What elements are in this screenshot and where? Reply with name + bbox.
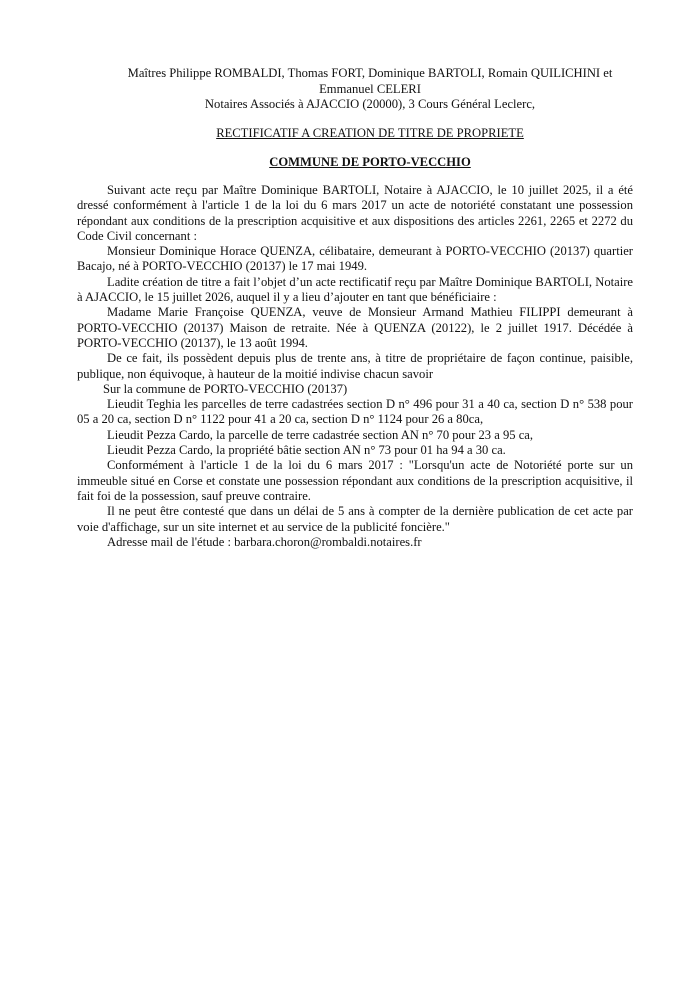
paragraph-parcel-pezza-1: Lieudit Pezza Cardo, la parcelle de terre cadastrée section AN n° 70 pour 23 a 95 ca,	[107, 427, 534, 442]
commune-title: COMMUNE DE PORTO-VECCHIO	[269, 155, 471, 169]
document-body	[77, 183, 633, 550]
document-title: RECTIFICATIF A CREATION DE TITRE DE PROPRIETE	[216, 126, 524, 140]
notary-header	[100, 66, 640, 113]
paragraph-beneficiary: Madame Marie Françoise QUENZA, veuve de Monsieur Armand Mathieu FILIPPI demeurant à PORTO-VECCHIO (20137) Maison de retraite. Née à QUENZA (20122), le 2 juillet 1917. Décédée à PORTO-VECCHIO (20137), le 13 août 1994.	[77, 305, 633, 350]
paragraph-parcel-teghia: Lieudit Teghia les parcelles de terre cadastrées section D n° 496 pour 31 a 40 ca, section D n° 538 pour 05 a 20 ca, section D n° 1122 pour 41 a 20 ca, section D n° 1124 pour 26 a 80ca,	[77, 397, 633, 427]
paragraph-possession: De ce fait, ils possèdent depuis plus de trente ans, à titre de propriétaire de façon continue, paisible, publique, non équivoque, à hauteur de la moitié indivise chacun savoir	[77, 351, 633, 381]
header-line-3: Notaires Associés à AJACCIO (20000), 3 Cours Général Leclerc,	[204, 97, 536, 111]
paragraph-parcel-pezza-2: Lieudit Pezza Cardo, la propriété bâtie section AN n° 73 pour 01 ha 94 a 30 ca.	[107, 443, 506, 458]
header-line-2: Emmanuel CELERI	[319, 81, 421, 96]
paragraph-act: Suivant acte reçu par Maître Dominique BARTOLI, Notaire à AJACCIO, le 10 juillet 2025, il a été dressé conformément à l'article 1 de la loi du 6 mars 2017 un acte de notoriété constatant une possession répondant aux conditions de la prescription acquisitive et aux dispositions des articles 2261, 2265 et 2272 du Code Civil concernant :	[77, 183, 633, 243]
paragraph-commune: Sur la commune de PORTO-VECCHIO (20137)	[103, 381, 348, 396]
paragraph-rectification: Ladite création de titre a fait l’objet d’un acte rectificatif reçu par Maître Dominique BARTOLI, Notaire à AJACCIO, le 15 juillet 2026, auquel il y a lieu d’ajouter en tant que bénéficiaire :	[77, 274, 633, 305]
paragraph-email: Adresse mail de l'étude : barbara.choron@rombaldi.notaires.fr	[107, 534, 422, 549]
paragraph-contest-delay: Il ne peut être contesté que dans un délai de 5 ans à compter de la dernière publication de cet acte par voie d'affichage, sur un site internet et au service de la publicité foncière."	[77, 504, 633, 534]
header-line-1: Maîtres Philippe ROMBALDI, Thomas FORT, Dominique BARTOLI, Romain QUILICHINI et	[127, 66, 613, 80]
paragraph-law-article: Conformément à l'article 1 de la loi du 6 mars 2017 : "Lorsqu'un acte de Notoriété porte sur un immeuble situé en Corse et constate une possession répondant aux conditions de la prescription acquisitive, il fait foi de la possession, sauf preuve contraire.	[77, 458, 633, 503]
paragraph-owner: Monsieur Dominique Horace QUENZA, célibataire, demeurant à PORTO-VECCHIO (20137) quartier Bacajo, né à PORTO-VECCHIO (20137) le 17 mai 1949.	[77, 244, 633, 274]
